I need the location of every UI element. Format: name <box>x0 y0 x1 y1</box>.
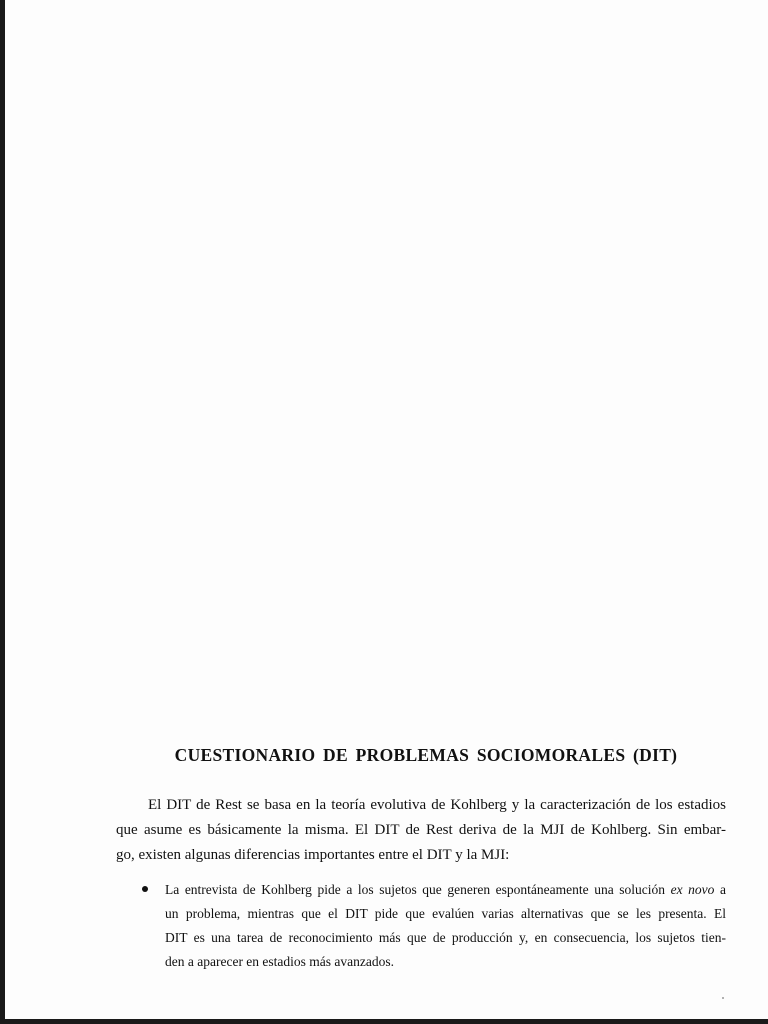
bullet-line-4: den a aparecer en estadios más avanzados. <box>165 954 395 969</box>
bullet-line-1-end: a <box>714 882 726 897</box>
bullet-line-2: un problema, mientras que el DIT pide que evalúen varias alternativas que se les presenta. El <box>165 906 726 921</box>
section-heading: CUESTIONARIO DE PROBLEMAS SOCIOMORALES (DIT) <box>174 745 678 765</box>
intro-paragraph <box>116 793 726 868</box>
intro-line-1: El DIT de Rest se basa en la teoría evolutiva de Kohlberg y la caracterización de los estadios <box>148 797 726 813</box>
intro-line-2: que asume es básicamente la misma. El DIT de Rest deriva de la MJI de Kohlberg. Sin embar- <box>116 822 726 838</box>
bullet-dot-icon <box>142 886 148 892</box>
intro-line-3: go, existen algunas diferencias importantes entre el DIT y la MJI: <box>116 847 510 863</box>
scan-bottom-edge <box>0 1019 768 1024</box>
scan-speck <box>722 997 724 999</box>
bullet-line-1-start: La entrevista de Kohlberg pide a los sujetos que generen espontáneamente una solución <box>165 882 671 897</box>
bullet-line-3: DIT es una tarea de reconocimiento más que de producción y, en consecuencia, los sujetos tien- <box>165 930 726 945</box>
scan-left-edge <box>0 0 5 1024</box>
bullet-line-1-latin: ex novo <box>670 882 715 897</box>
bullet-line-1 <box>165 878 726 902</box>
bullet-text <box>165 878 726 974</box>
